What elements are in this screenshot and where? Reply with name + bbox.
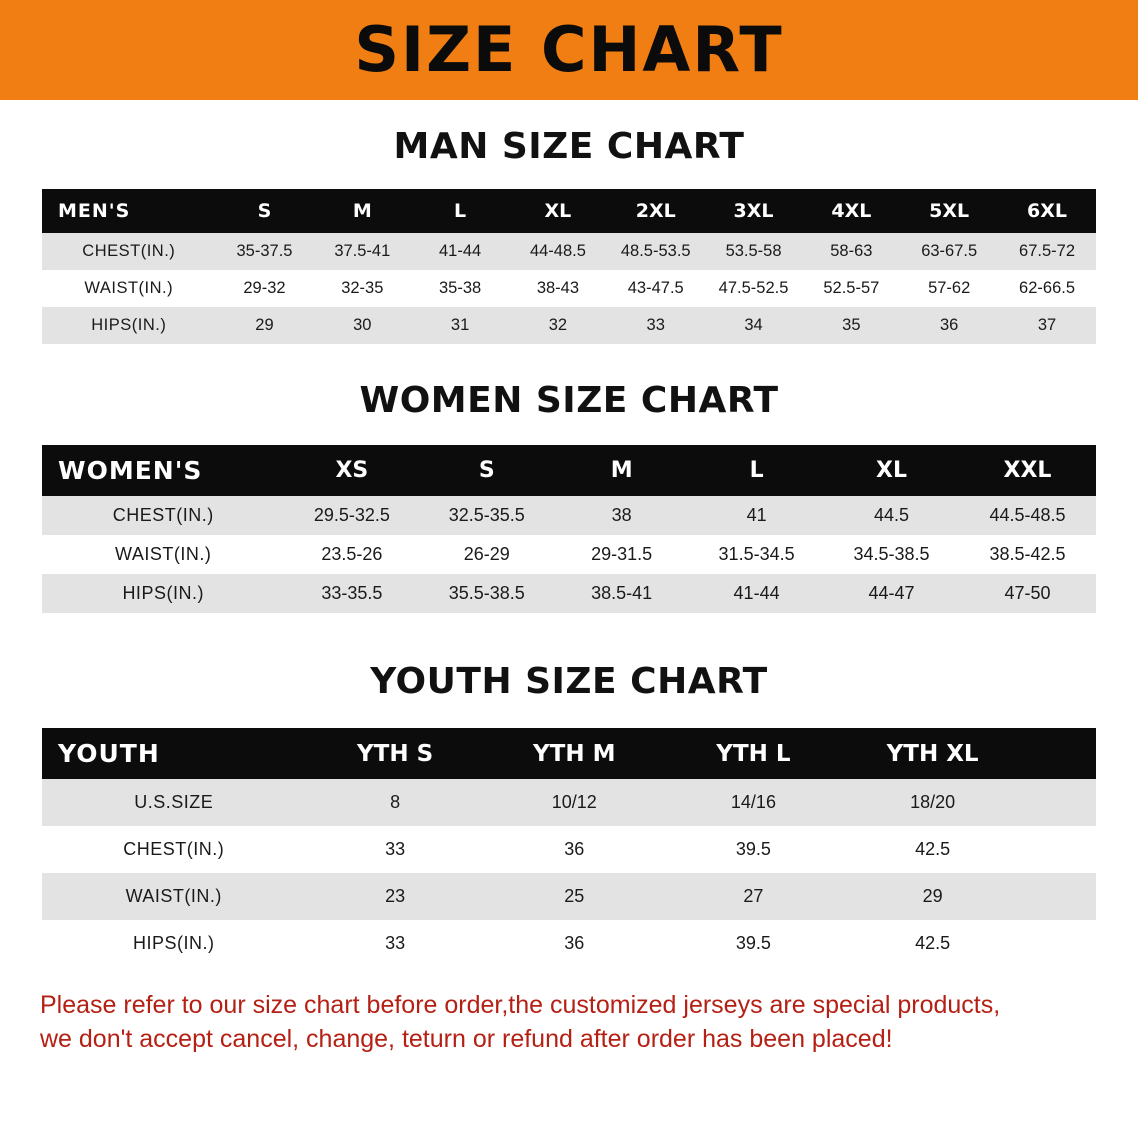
row-label: HIPS(IN.) [42, 574, 284, 613]
table-cell-spacer [1022, 826, 1096, 873]
table-row [42, 826, 1096, 873]
table-row [42, 233, 1096, 270]
table-cell: 44.5-48.5 [959, 496, 1096, 535]
table-cell: 44-48.5 [509, 233, 607, 270]
table-row [42, 496, 1096, 535]
table-cell: 34.5-38.5 [824, 535, 959, 574]
table-cell: 39.5 [664, 826, 843, 873]
table-cell: 35-38 [411, 270, 509, 307]
table-cell: 38.5-42.5 [959, 535, 1096, 574]
column-header: S [216, 189, 314, 233]
youth-size-table [42, 728, 1096, 967]
women-size-table [42, 445, 1096, 613]
table-cell: 23.5-26 [284, 535, 419, 574]
table-cell: 35 [802, 307, 900, 344]
table-header-row [42, 728, 1096, 779]
table-cell: 33 [306, 826, 485, 873]
column-header: XS [284, 445, 419, 496]
table-cell: 30 [313, 307, 411, 344]
table-cell: 35-37.5 [216, 233, 314, 270]
table-cell: 8 [306, 779, 485, 826]
column-header: WOMEN'S [42, 445, 284, 496]
table-cell: 33 [306, 920, 485, 967]
table-cell: 37.5-41 [313, 233, 411, 270]
man-size-table [42, 189, 1096, 344]
column-header: YTH S [306, 728, 485, 779]
column-header-spacer [1022, 728, 1096, 779]
table-row [42, 873, 1096, 920]
table-header-row [42, 189, 1096, 233]
column-header: XXL [959, 445, 1096, 496]
row-label: CHEST(IN.) [42, 826, 306, 873]
table-cell: 62-66.5 [998, 270, 1096, 307]
table-cell: 34 [705, 307, 803, 344]
table-cell: 67.5-72 [998, 233, 1096, 270]
table-cell: 47-50 [959, 574, 1096, 613]
column-header: 2XL [607, 189, 705, 233]
table-cell: 32-35 [313, 270, 411, 307]
youth-table-wrapper [0, 728, 1138, 967]
table-cell: 41-44 [411, 233, 509, 270]
column-header: S [419, 445, 554, 496]
table-cell: 36 [900, 307, 998, 344]
table-cell: 41 [689, 496, 824, 535]
table-cell: 44-47 [824, 574, 959, 613]
table-header-row [42, 445, 1096, 496]
column-header: 6XL [998, 189, 1096, 233]
table-cell: 41-44 [689, 574, 824, 613]
header-banner [0, 0, 1138, 100]
row-label: HIPS(IN.) [42, 920, 306, 967]
table-cell: 57-62 [900, 270, 998, 307]
table-cell: 32 [509, 307, 607, 344]
column-header: YTH XL [843, 728, 1022, 779]
table-cell: 36 [485, 920, 664, 967]
table-cell-spacer [1022, 920, 1096, 967]
table-row [42, 270, 1096, 307]
table-cell: 47.5-52.5 [705, 270, 803, 307]
table-cell: 23 [306, 873, 485, 920]
row-label: U.S.SIZE [42, 779, 306, 826]
table-cell: 31 [411, 307, 509, 344]
table-cell: 10/12 [485, 779, 664, 826]
table-cell: 37 [998, 307, 1096, 344]
column-header: M [313, 189, 411, 233]
table-cell: 42.5 [843, 920, 1022, 967]
column-header: 4XL [802, 189, 900, 233]
page-title: SIZE CHART [354, 13, 784, 86]
disclaimer-line-2: we don't accept cancel, change, teturn or refund after order has been placed! [40, 1024, 893, 1053]
column-header: MEN'S [42, 189, 216, 233]
table-cell: 38-43 [509, 270, 607, 307]
column-header: YTH L [664, 728, 843, 779]
table-cell: 39.5 [664, 920, 843, 967]
table-cell: 44.5 [824, 496, 959, 535]
table-cell: 42.5 [843, 826, 1022, 873]
table-cell: 31.5-34.5 [689, 535, 824, 574]
table-cell: 14/16 [664, 779, 843, 826]
table-cell: 18/20 [843, 779, 1022, 826]
table-cell: 36 [485, 826, 664, 873]
column-header: M [554, 445, 689, 496]
column-header: XL [509, 189, 607, 233]
women-section-title: WOMEN SIZE CHART [359, 380, 779, 421]
column-header: 3XL [705, 189, 803, 233]
column-header: XL [824, 445, 959, 496]
table-row [42, 574, 1096, 613]
row-label: WAIST(IN.) [42, 270, 216, 307]
women-table-wrapper [0, 445, 1138, 613]
column-header: L [689, 445, 824, 496]
table-cell-spacer [1022, 873, 1096, 920]
table-row [42, 920, 1096, 967]
table-cell: 43-47.5 [607, 270, 705, 307]
table-cell: 38.5-41 [554, 574, 689, 613]
table-cell: 53.5-58 [705, 233, 803, 270]
table-cell: 48.5-53.5 [607, 233, 705, 270]
row-label: CHEST(IN.) [42, 233, 216, 270]
column-header: YTH M [485, 728, 664, 779]
column-header: 5XL [900, 189, 998, 233]
table-cell-spacer [1022, 779, 1096, 826]
table-cell: 27 [664, 873, 843, 920]
column-header: L [411, 189, 509, 233]
table-cell: 25 [485, 873, 664, 920]
table-cell: 35.5-38.5 [419, 574, 554, 613]
table-row [42, 535, 1096, 574]
table-cell: 63-67.5 [900, 233, 998, 270]
table-row [42, 307, 1096, 344]
table-cell: 33 [607, 307, 705, 344]
column-header: YOUTH [42, 728, 306, 779]
table-cell: 29-31.5 [554, 535, 689, 574]
table-cell: 29 [843, 873, 1022, 920]
table-row [42, 779, 1096, 826]
table-cell: 58-63 [802, 233, 900, 270]
table-cell: 38 [554, 496, 689, 535]
table-cell: 33-35.5 [284, 574, 419, 613]
table-cell: 52.5-57 [802, 270, 900, 307]
man-section-title: MAN SIZE CHART [393, 126, 745, 167]
row-label: HIPS(IN.) [42, 307, 216, 344]
table-cell: 32.5-35.5 [419, 496, 554, 535]
table-cell: 26-29 [419, 535, 554, 574]
disclaimer-note [40, 989, 1098, 1057]
table-cell: 29-32 [216, 270, 314, 307]
row-label: WAIST(IN.) [42, 873, 306, 920]
youth-section-title: YOUTH SIZE CHART [370, 661, 768, 702]
man-table-wrapper [0, 189, 1138, 344]
disclaimer-line-1: Please refer to our size chart before order,the customized jerseys are special products, [40, 991, 1001, 1019]
table-cell: 29.5-32.5 [284, 496, 419, 535]
table-cell: 29 [216, 307, 314, 344]
row-label: WAIST(IN.) [42, 535, 284, 574]
row-label: CHEST(IN.) [42, 496, 284, 535]
